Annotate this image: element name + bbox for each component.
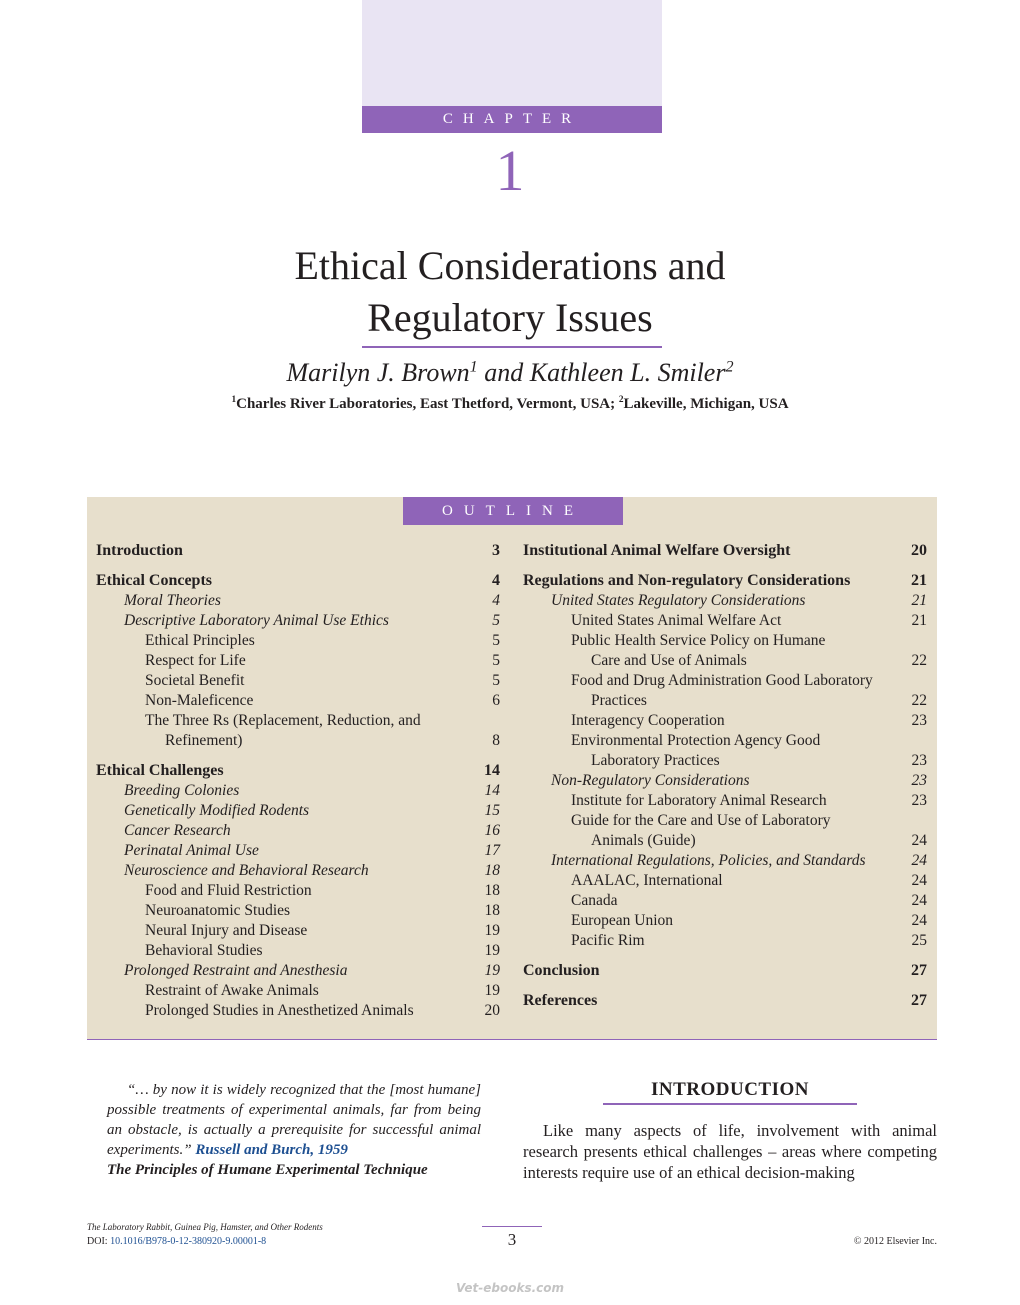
- outline-entry-title: Public Health Service Policy on Humane: [571, 632, 826, 649]
- outline-entry-page: 21: [911, 592, 927, 609]
- introduction-text: Like many aspects of life, involvement with animal research presents ethical challenges – areas where competing interests require use of an ethical decision-making: [523, 1121, 937, 1182]
- outline-entry-page: 15: [484, 802, 500, 819]
- author-conjunction: and: [477, 358, 530, 387]
- outline-entry-title: Ethical Concepts: [96, 572, 212, 589]
- outline-entry-title: Introduction: [96, 542, 183, 559]
- outline-left-column: [96, 541, 500, 1021]
- outline-entry: [96, 541, 500, 561]
- outline-entry-page: 3: [492, 542, 500, 559]
- outline-entry-title: Food and Drug Administration Good Laboratory: [571, 672, 873, 689]
- outline-entry-page: 23: [911, 772, 927, 789]
- outline-entry: [523, 811, 927, 831]
- outline-entry-page: 6: [492, 692, 500, 709]
- chapter-header-background: [362, 0, 662, 106]
- outline-entry: [523, 651, 927, 671]
- outline-entry-title: United States Regulatory Considerations: [551, 592, 806, 609]
- outline-entry-title: Descriptive Laboratory Animal Use Ethics: [124, 612, 389, 629]
- outline-entry: [523, 671, 927, 691]
- outline-entry-page: 19: [484, 962, 500, 979]
- outline-entry-title: Prolonged Studies in Anesthetized Animals: [145, 1002, 414, 1019]
- outline-entry-page: 19: [484, 942, 500, 959]
- outline-entry-page: 19: [484, 922, 500, 939]
- outline-entry-title: AAALAC, International: [571, 872, 723, 889]
- outline-entry-title: Cancer Research: [124, 822, 231, 839]
- outline-entry-page: 18: [484, 862, 500, 879]
- outline-entry: [523, 871, 927, 891]
- footer-page-number: 3: [507, 1230, 517, 1249]
- chapter-label: CHAPTER: [362, 106, 662, 133]
- outline-entry-page: 23: [911, 792, 927, 809]
- outline-entry: [96, 841, 500, 861]
- outline-right-column: [523, 541, 927, 1011]
- outline-entry-page: 17: [484, 842, 500, 859]
- outline-entry: [523, 691, 927, 711]
- outline-entry: [96, 631, 500, 651]
- outline-label: OUTLINE: [403, 497, 623, 525]
- outline-entry-page: 5: [492, 672, 500, 689]
- outline-entry-title: Conclusion: [523, 962, 600, 979]
- outline-entry: [523, 541, 927, 561]
- outline-entry-page: 14: [484, 782, 500, 799]
- author-2: Kathleen L. Smiler: [529, 358, 726, 387]
- outline-entry: [523, 911, 927, 931]
- outline-entry-page: 18: [484, 882, 500, 899]
- outline-entry-title: Moral Theories: [124, 592, 221, 609]
- outline-entry: [96, 671, 500, 691]
- outline-entry-page: 22: [911, 652, 927, 669]
- outline-entry-title: Behavioral Studies: [145, 942, 263, 959]
- outline-entry: [96, 1001, 500, 1021]
- footer-page-rule: [482, 1226, 542, 1227]
- outline-entry-title: Regulations and Non-regulatory Considerations: [523, 572, 851, 589]
- author-2-affiliation-marker: 2: [725, 358, 734, 376]
- outline-entry: [523, 571, 927, 591]
- affiliation-1-marker: 1: [231, 395, 237, 405]
- introduction-paragraph: [523, 1120, 937, 1183]
- footer-copyright: © 2012 Elsevier Inc.: [853, 1236, 937, 1247]
- outline-entry-page: 24: [911, 852, 927, 869]
- title-rule: [362, 346, 662, 348]
- outline-entry: [523, 891, 927, 911]
- outline-entry-title: The Three Rs (Replacement, Reduction, and: [145, 712, 421, 729]
- outline-entry-page: 20: [484, 1002, 500, 1019]
- outline-entry-title: Animals (Guide): [591, 832, 696, 849]
- outline-entry-page: 19: [484, 982, 500, 999]
- outline-entry: [523, 611, 927, 631]
- outline-entry: [523, 961, 927, 981]
- affiliation-1: Charles River Laboratories, East Thetford, Vermont, USA;: [236, 396, 616, 412]
- outline-entry-page: 4: [492, 572, 500, 589]
- outline-entry: [523, 991, 927, 1011]
- outline-entry-page: 27: [911, 962, 927, 979]
- outline-entry-title: Institutional Animal Welfare Oversight: [523, 542, 791, 559]
- outline-entry-page: 20: [911, 542, 927, 559]
- outline-entry-page: 18: [484, 902, 500, 919]
- footer-doi: [87, 1236, 266, 1247]
- chapter-title-line-2: Regulatory Issues: [367, 295, 653, 340]
- outline-entry: [523, 931, 927, 951]
- introduction-heading-rule: [603, 1103, 857, 1105]
- outline-entry-title: Societal Benefit: [145, 672, 245, 689]
- outline-entry: [96, 861, 500, 881]
- outline-entry-title: Ethical Principles: [145, 632, 255, 649]
- outline-entry-title: Neuroanatomic Studies: [145, 902, 291, 919]
- outline-entry-title: Prolonged Restraint and Anesthesia: [124, 962, 348, 979]
- affiliation-2: Lakeville, Michigan, USA: [623, 396, 789, 412]
- outline-entry: [96, 781, 500, 801]
- outline-entry-title: Perinatal Animal Use: [124, 842, 259, 859]
- chapter-title: [0, 240, 1020, 344]
- outline-entry-page: 27: [911, 992, 927, 1009]
- outline-entry: [96, 921, 500, 941]
- affiliations: [0, 393, 1020, 415]
- outline-entry-title: International Regulations, Policies, and Standards: [551, 852, 866, 869]
- author-1: Marilyn J. Brown: [286, 358, 470, 387]
- outline-entry-page: 5: [492, 652, 500, 669]
- outline-entry-page: 14: [484, 762, 500, 779]
- outline-entry-page: 24: [911, 832, 927, 849]
- outline-entry-title: Neural Injury and Disease: [145, 922, 308, 939]
- outline-entry-page: 23: [911, 712, 927, 729]
- outline-entry-title: Respect for Life: [145, 652, 246, 669]
- outline-entry-page: 24: [911, 892, 927, 909]
- outline-entry: [523, 831, 927, 851]
- outline-entry: [523, 751, 927, 771]
- epigraph: [107, 1080, 481, 1180]
- outline-entry: [523, 731, 927, 751]
- authors: [0, 355, 1020, 391]
- outline-entry: [523, 791, 927, 811]
- outline-entry-page: 21: [911, 572, 927, 589]
- outline-entry: [96, 651, 500, 671]
- outline-entry: [523, 851, 927, 871]
- outline-entry-title: United States Animal Welfare Act: [571, 612, 782, 629]
- introduction-heading: INTRODUCTION: [650, 1079, 810, 1100]
- outline-entry: [523, 591, 927, 611]
- outline-entry-title: Breeding Colonies: [124, 782, 240, 799]
- outline-entry-title: Environmental Protection Agency Good: [571, 732, 821, 749]
- chapter-number: 1: [495, 138, 525, 203]
- outline-entry-page: 21: [911, 612, 927, 629]
- outline-entry: [96, 961, 500, 981]
- outline-entry-title: Genetically Modified Rodents: [124, 802, 310, 819]
- outline-entry: [96, 571, 500, 591]
- outline-entry: [96, 941, 500, 961]
- outline-entry: [96, 731, 500, 751]
- outline-entry: [523, 631, 927, 651]
- footer-doi-label: DOI:: [87, 1236, 111, 1247]
- outline-entry-title: Food and Fluid Restriction: [145, 882, 312, 899]
- footer-book-title: The Laboratory Rabbit, Guinea Pig, Hamster, and Other Rodents: [87, 1222, 323, 1232]
- affiliation-2-marker: 2: [618, 395, 624, 405]
- outline-entry: [96, 711, 500, 731]
- outline-entry-title: Institute for Laboratory Animal Research: [571, 792, 827, 809]
- footer-doi-link[interactable]: 10.1016/B978-0-12-380920-9.00001-8: [110, 1236, 267, 1247]
- outline-entry-title: Practices: [591, 692, 647, 709]
- outline-entry: [523, 711, 927, 731]
- outline-entry-title: Pacific Rim: [571, 932, 645, 949]
- outline-entry: [96, 591, 500, 611]
- outline-entry-page: 25: [911, 932, 927, 949]
- outline-entry-title: Guide for the Care and Use of Laboratory: [571, 812, 831, 829]
- outline-entry: [96, 821, 500, 841]
- outline-entry-title: Canada: [571, 892, 618, 909]
- outline-entry-title: Interagency Cooperation: [571, 712, 725, 729]
- outline-entry-title: Non-Maleficence: [145, 692, 254, 709]
- outline-entry-page: 23: [911, 752, 927, 769]
- outline-entry-title: Non-Regulatory Considerations: [551, 772, 750, 789]
- outline-entry: [96, 691, 500, 711]
- outline-entry: [523, 771, 927, 791]
- epigraph-source: The Principles of Humane Experimental Technique: [107, 1162, 428, 1178]
- outline-entry: [96, 881, 500, 901]
- outline-entry: [96, 901, 500, 921]
- outline-entry-page: 8: [492, 732, 500, 749]
- watermark-logo: Vet-ebooks.com: [455, 1281, 565, 1295]
- epigraph-citation: Russell and Burch, 1959: [195, 1142, 348, 1158]
- outline-entry-page: 22: [911, 692, 927, 709]
- outline-entry-page: 24: [911, 872, 927, 889]
- outline-entry-title: Care and Use of Animals: [591, 652, 747, 669]
- outline-entry: [96, 761, 500, 781]
- outline-entry-title: European Union: [571, 912, 674, 929]
- outline-entry-page: 16: [484, 822, 500, 839]
- outline-entry: [96, 801, 500, 821]
- outline-entry-title: Ethical Challenges: [96, 762, 224, 779]
- outline-entry-title: References: [523, 992, 598, 1009]
- chapter-title-line-1: Ethical Considerations and: [294, 243, 726, 288]
- outline-entry-title: Laboratory Practices: [591, 752, 720, 769]
- outline-entry-page: 5: [492, 632, 500, 649]
- outline-entry-page: 5: [492, 612, 500, 629]
- epigraph-quote: “… by now it is widely recognized that the [most humane] possible treatments of experimental animals, far from being an obstacle, is actually a prerequisite for successful animal experiments.”: [107, 1082, 481, 1158]
- outline-entry-title: Restraint of Awake Animals: [145, 982, 319, 999]
- outline-entry-page: 4: [492, 592, 500, 609]
- outline-entry-title: Refinement): [165, 732, 243, 749]
- outline-entry-page: 24: [911, 912, 927, 929]
- outline-entry: [96, 611, 500, 631]
- outline-entry: [96, 981, 500, 1001]
- outline-entry-title: Neuroscience and Behavioral Research: [124, 862, 369, 879]
- author-1-affiliation-marker: 1: [469, 358, 478, 376]
